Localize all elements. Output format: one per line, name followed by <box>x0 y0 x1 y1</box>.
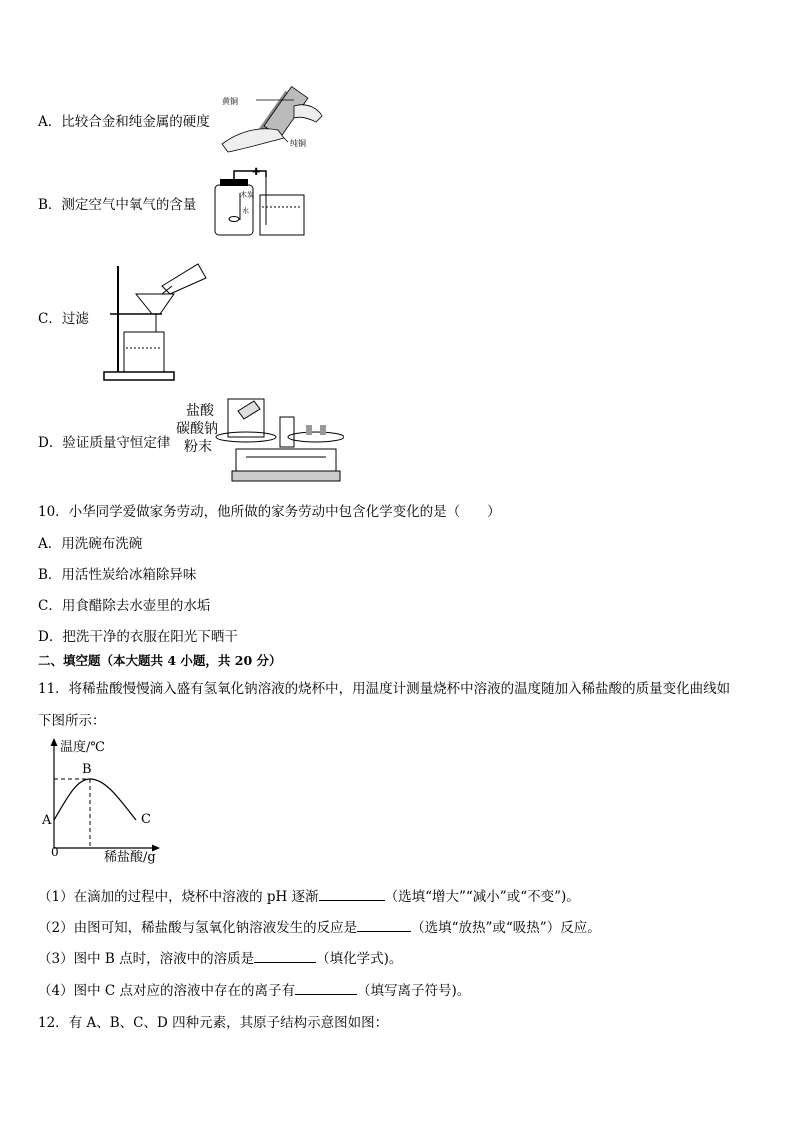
q10-stem: 10．小华同学爱做家务劳动，他所做的家务劳动中包含化学变化的是（ ） <box>38 504 501 520</box>
mass-conservation-figure <box>176 393 344 489</box>
q11-sub3: （3）图中 B 点时，溶液中的溶质是 （填化学式)。 <box>38 951 403 967</box>
graph-y-label: 温度/℃ <box>60 740 105 755</box>
q11-sub4: （4）图中 C 点对应的溶液中存在的离子有 （填写离子符号)。 <box>38 983 471 999</box>
point-a-label: A <box>42 813 52 828</box>
section-heading: 二、填空题（本大题共 4 小题，共 20 分） <box>38 653 282 668</box>
q11-stem-line1: 11．将稀盐酸慢慢滴入盛有氢氧化钠溶液的烧杯中，用温度计测量烧杯中溶液的温度随加入稀盐酸的质量变化曲线如 <box>38 681 731 697</box>
answer-blank-2[interactable] <box>357 919 411 932</box>
q11-stem-line2: 下图所示： <box>38 713 106 729</box>
q10-option-d: D．把洗干净的衣服在阳光下晒干 <box>38 629 238 645</box>
label-water: 水 <box>242 207 249 215</box>
temperature-graph <box>38 734 168 866</box>
point-c-label: C <box>141 812 151 827</box>
label-charcoal: 木炭 <box>240 191 254 199</box>
option-a: A．比较合金和纯金属的硬度 <box>38 114 210 130</box>
answer-blank-3[interactable] <box>254 950 316 963</box>
filtration-figure <box>102 260 208 384</box>
graph-x-label: 稀盐酸/g <box>104 850 156 865</box>
q11-sub2: （2）由图可知，稀盐酸与氢氧化钠溶液发生的反应是 （选填“放热”或“吸热”）反应。 <box>38 920 601 936</box>
origin-label: 0 <box>51 845 59 859</box>
alloy-hardness-figure <box>218 82 328 154</box>
q12-stem: 12．有 A、B、C、D 四种元素，其原子结构示意图如图： <box>38 1015 389 1031</box>
label-powder: 粉末 <box>184 439 212 455</box>
q10-option-b: B．用活性炭给冰箱除异味 <box>38 567 197 583</box>
label-brass: 黄铜 <box>222 97 238 106</box>
q11-sub1: （1）在滴加的过程中，烧杯中溶液的 pH 逐渐 （选填“增大”“减小”或“不变”)。 <box>38 889 580 905</box>
answer-blank-4[interactable] <box>295 982 357 995</box>
point-b-label: B <box>82 762 92 777</box>
label-na2co3: 碳酸钠 <box>176 421 218 437</box>
oxygen-content-figure <box>210 165 310 239</box>
option-c: C．过滤 <box>38 311 89 327</box>
option-b: B．测定空气中氧气的含量 <box>38 197 197 213</box>
q10-option-a: A．用洗碗布洗碗 <box>38 536 143 552</box>
answer-blank-1[interactable] <box>319 888 385 901</box>
svg-text:✚: ✚ <box>252 167 261 178</box>
option-d: D．验证质量守恒定律 <box>38 435 171 451</box>
label-hcl: 盐酸 <box>186 403 214 419</box>
label-copper: 纯铜 <box>290 139 306 148</box>
q10-option-c: C．用食醋除去水壶里的水垢 <box>38 598 211 614</box>
